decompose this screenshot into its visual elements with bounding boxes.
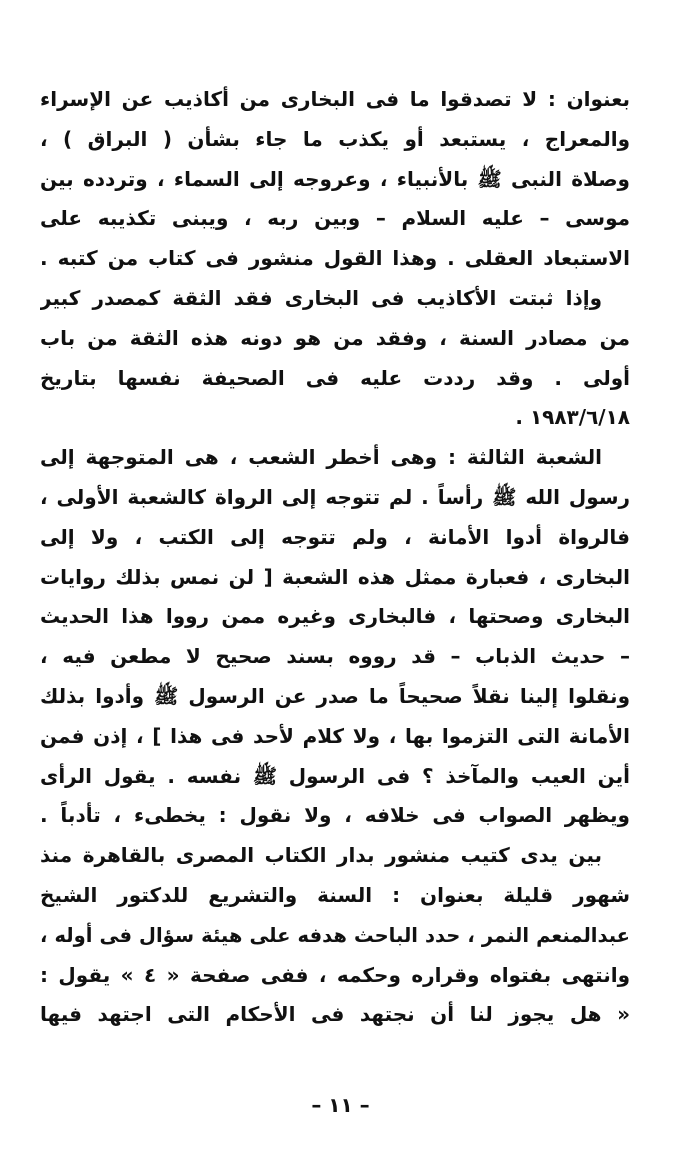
- text-line-19: ويظهر الصواب فى خلافه ، ولا نقول : يخطىء ، تأدباً .: [40, 803, 630, 828]
- text-line-24: « هل يجوز لنا أن نجتهد فى الأحكام التى اجتهد فيها: [40, 1002, 630, 1027]
- text-line-9: ١٩٨٣/٦/١٨ .: [515, 405, 630, 430]
- text-line-1: بعنوان : لا تصدقوا ما فى البخارى من أكاذيب عن الإسراء: [40, 87, 630, 111]
- text-line-23: وانتهى بفتواه وقراره وحكمه ، ففى صفحة « ٤ » يقول :: [40, 962, 630, 987]
- text-line-20: بين يدى كتيب منشور بدار الكتاب المصرى بالقاهرة منذ: [40, 843, 602, 868]
- text-line-12: فالرواة أدوا الأمانة ، ولم تتوجه إلى الكتب ، ولا إلى: [40, 524, 630, 549]
- text-line-4: موسى – عليه السلام – وبين ربه ، ويبنى تكذيبه على: [40, 206, 630, 231]
- text-line-21: شهور قليلة بعنوان : السنة والتشريع للدكتور الشيخ: [40, 882, 630, 907]
- page-number: – ١١ –: [311, 1093, 370, 1117]
- text-line-3: وصلاة النبى ﷺ بالأنبياء ، وعروجه إلى السماء ، وتردده بين: [40, 166, 630, 191]
- text-line-17: الأمانة التى التزموا بها ، ولا كلام لأحد فى هذا ] ، إذن فمن: [40, 723, 630, 748]
- text-line-10: الشعبة الثالثة : وهى أخطر الشعب ، هى المتوجهة إلى: [40, 445, 602, 470]
- text-line-11: رسول الله ﷺ رأساً . لم تتوجه إلى الرواة كالشعبة الأولى ،: [40, 484, 630, 509]
- body-text: [40, 80, 630, 1035]
- text-line-7: من مصادر السنة ، وفقد من هو دونه هذه الثقة من باب: [40, 325, 630, 350]
- text-line-8: أولى . وقد رددت عليه فى الصحيفة نفسها بتاريخ: [40, 365, 630, 390]
- text-line-14: البخارى وصحتها ، فالبخارى وغيره ممن رووا هذا الحديث: [40, 604, 630, 629]
- text-line-6: وإذا ثبتت الأكاذيب فى البخارى فقد الثقة كمصدر كبير: [40, 285, 602, 310]
- text-line-16: ونقلوا إلينا نقلاً صحيحاً ما صدر عن الرسول ﷺ وأدوا بذلك: [40, 683, 630, 708]
- text-line-18: أين العيب والمآخذ ؟ فى الرسول ﷺ نفسه . يقول الرأى: [40, 763, 630, 788]
- text-line-22: عبدالمنعم النمر ، حدد الباحث هدفه على هيئة سؤال فى أوله ،: [40, 923, 630, 947]
- text-line-13: البخارى ، فعبارة ممثل هذه الشعبة [ لن نمس بذلك روايات: [40, 564, 630, 589]
- text-line-15: – حديث الذباب – قد رووه بسند صحيح لا مطعن فيه ،: [40, 644, 630, 669]
- text-line-5: الاستبعاد العقلى . وهذا القول منشور فى كتاب من كتبه .: [40, 246, 630, 271]
- text-line-2: والمعراج ، يستبعد أو يكذب ما جاء بشأن ( البراق ) ،: [40, 126, 630, 151]
